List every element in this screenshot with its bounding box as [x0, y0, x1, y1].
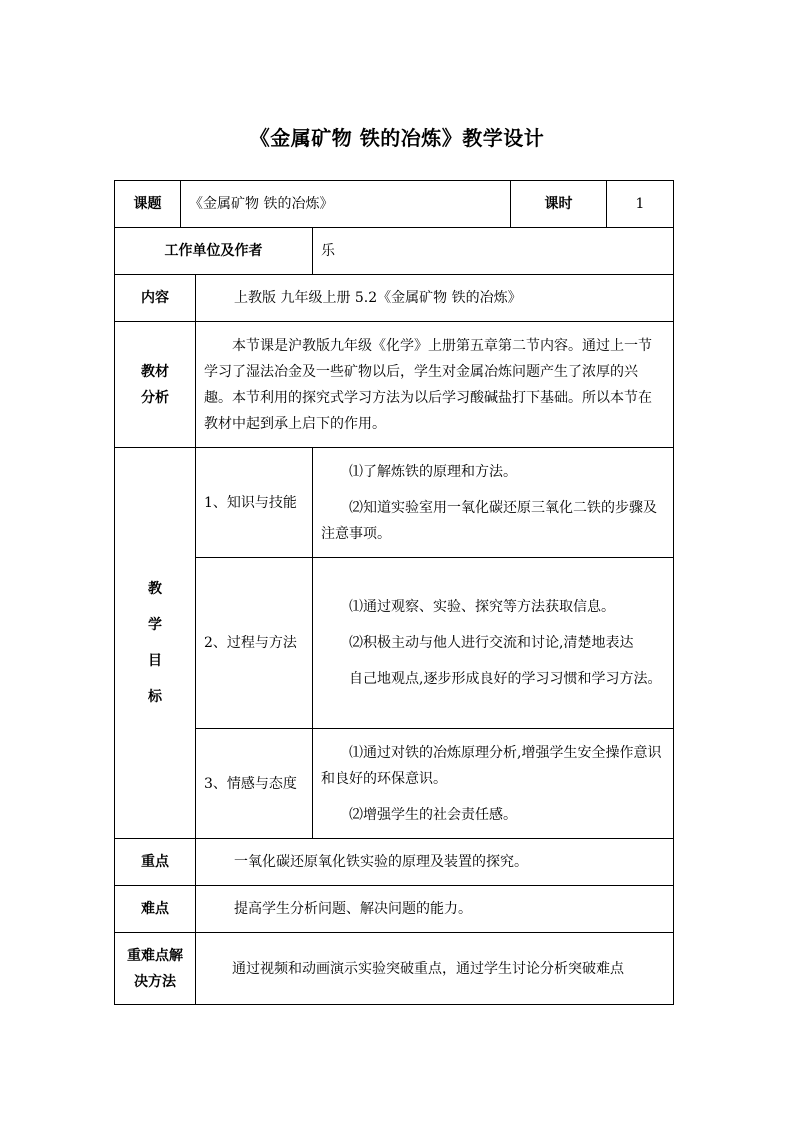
objective-paragraph: ⑴通过观察、实验、探究等方法获取信息。 [349, 599, 615, 615]
objective-paragraph: ⑴了解炼铁的原理和方法。 [349, 463, 517, 480]
objective-label-knowledge: 1、知识与技能 [196, 448, 313, 558]
key-point-row [115, 839, 674, 886]
objective-row-3 [115, 729, 674, 839]
difficult-point-label: 难点 [115, 886, 196, 933]
method-label-line2: 决方法 [134, 973, 176, 990]
hours-label: 课时 [511, 181, 607, 228]
topic-label: 课题 [115, 181, 181, 228]
objective-paragraph: ⑴通过对铁的冶炼原理分析,增强学生安全操作意识和良好的环保意识。 [321, 744, 662, 787]
method-label [115, 933, 196, 1005]
objective-paragraph: ⑵积极主动与他人进行交流和讨论,清楚地表达 [349, 635, 634, 651]
content-label: 内容 [115, 275, 196, 322]
objective-label-process: 2、过程与方法 [196, 558, 313, 729]
key-point-label: 重点 [115, 839, 196, 886]
author-value: 乐 [313, 228, 674, 275]
method-row [115, 933, 674, 1005]
topic-row [115, 181, 674, 228]
objectives-label-char-2: 学 [148, 617, 162, 633]
objective-label-attitude: 3、情感与态度 [196, 729, 313, 839]
objective-content-process [313, 558, 674, 729]
analysis-label [115, 322, 196, 448]
objectives-label-char-1: 教 [148, 581, 162, 597]
page-title: 《金属矿物 铁的冶炼》教学设计 [249, 126, 545, 150]
analysis-row [115, 322, 674, 448]
difficult-point-text: 提高学生分析问题、解决问题的能力。 [196, 886, 674, 933]
method-text: 通过视频和动画演示实验突破重点，通过学生讨论分析突破难点 [232, 960, 624, 977]
objectives-label-char-4: 标 [148, 689, 162, 705]
objective-row-1 [115, 448, 674, 558]
analysis-label-line1: 教材 [141, 363, 169, 380]
method-text-cell [196, 933, 674, 1005]
analysis-text: 本节课是沪教版九年级《化学》上册第五章第二节内容。通过上一节学习了湿法冶金及一些矿物以后，学生对金属冶炼问题产生了浓厚的兴趣。本节利用的探究式学习方法为以后学习酸碱盐打下基础。所以本节在教材中起到承上启下的作用。 [204, 337, 652, 432]
analysis-text-cell [196, 322, 674, 448]
objectives-label [115, 448, 196, 839]
author-label: 工作单位及作者 [115, 228, 313, 275]
author-row [115, 228, 674, 275]
objective-paragraph: ⑵知道实验室用一氧化碳还原三氧化二铁的步骤及注意事项。 [321, 499, 657, 542]
content-value: 上教版 九年级上册 5.2《金属矿物 铁的冶炼》 [196, 275, 674, 322]
objective-content-knowledge [313, 448, 674, 558]
objective-content-attitude [313, 729, 674, 839]
difficult-point-row [115, 886, 674, 933]
method-label-line1: 重难点解 [127, 947, 183, 964]
lesson-design-table [114, 180, 674, 1005]
objective-row-2 [115, 558, 674, 729]
objectives-label-char-3: 目 [148, 653, 162, 669]
hours-value: 1 [607, 181, 674, 228]
topic-value: 《金属矿物 铁的冶炼》 [181, 181, 511, 228]
key-point-text: 一氧化碳还原氧化铁实验的原理及装置的探究。 [196, 839, 674, 886]
analysis-label-line2: 分析 [141, 389, 169, 406]
objective-paragraph: 自己地观点,逐步形成良好的学习习惯和学习方法。 [349, 671, 662, 687]
objective-paragraph: ⑵增强学生的社会责任感。 [349, 806, 517, 823]
content-row [115, 275, 674, 322]
